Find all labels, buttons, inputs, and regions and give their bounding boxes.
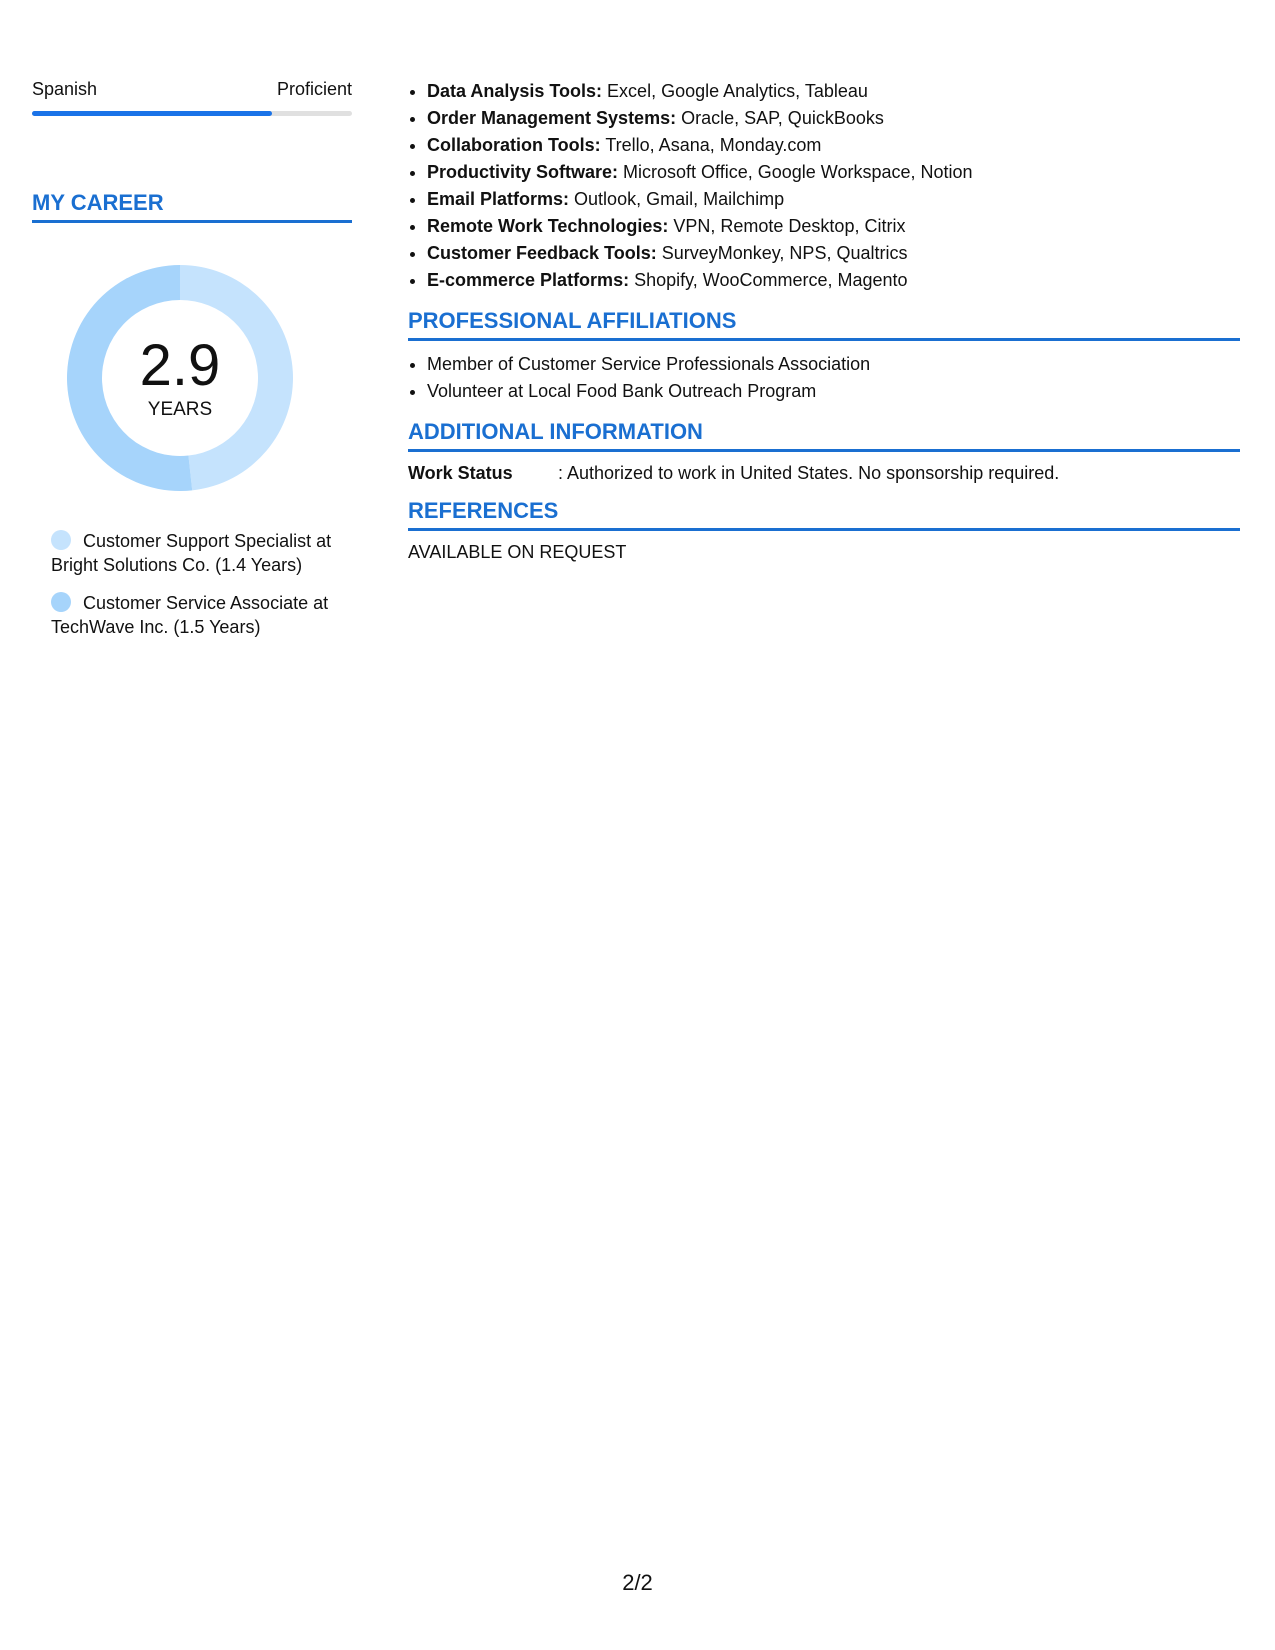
references-text: AVAILABLE ON REQUEST	[408, 542, 627, 562]
career-divider	[32, 220, 352, 223]
skill-values: Microsoft Office, Google Workspace, Notion	[618, 162, 973, 182]
references-heading: REFERENCES	[408, 498, 559, 523]
language-entry	[32, 78, 352, 116]
skill-category: Email Platforms:	[427, 189, 570, 209]
skill-category: Productivity Software:	[427, 162, 619, 182]
legend-item	[51, 591, 341, 639]
legend-dot	[51, 592, 71, 612]
legend-label: Customer Service Associate at TechWave Inc. (1.5 Years)	[51, 593, 329, 637]
sidebar	[32, 78, 352, 653]
list-item: • Volunteer at Local Food Bank Outreach Program	[427, 378, 1240, 405]
skill-values: SurveyMonkey, NPS, Qualtrics	[656, 243, 908, 263]
skill-category: Data Analysis Tools:	[427, 81, 603, 101]
additional-info-divider	[408, 449, 1240, 452]
additional-info-section	[408, 418, 1240, 484]
list-item	[427, 267, 1240, 294]
skill-category: Collaboration Tools:	[427, 135, 601, 155]
language-proficiency-fill	[32, 111, 272, 116]
references-divider	[408, 528, 1240, 531]
list-item	[427, 105, 1240, 132]
skills-list	[408, 78, 1240, 294]
legend-item	[51, 529, 341, 577]
skill-values: Shopify, WooCommerce, Magento	[629, 270, 908, 290]
affiliations-section	[408, 307, 1240, 405]
references-section	[408, 497, 1240, 563]
work-status-row	[408, 462, 1240, 484]
legend-dot	[51, 530, 71, 550]
list-item: • Member of Customer Service Professionals Association	[427, 351, 1240, 378]
skill-values: VPN, Remote Desktop, Citrix	[668, 216, 906, 236]
affiliations-divider	[408, 338, 1240, 341]
career-total-unit: YEARS	[147, 399, 213, 420]
career-legend	[51, 529, 341, 639]
skill-category: Customer Feedback Tools:	[427, 243, 657, 263]
language-proficiency-bar	[32, 111, 352, 116]
skill-values: Excel, Google Analytics, Tableau	[602, 81, 868, 101]
list-item	[427, 159, 1240, 186]
work-status-label: Work Status	[408, 463, 513, 483]
additional-info-heading: ADDITIONAL INFORMATION	[408, 419, 703, 444]
skill-category: Order Management Systems:	[427, 108, 677, 128]
career-section	[32, 189, 352, 223]
main-content	[408, 78, 1240, 563]
career-heading: MY CAREER	[32, 190, 164, 215]
skill-values: Outlook, Gmail, Mailchimp	[569, 189, 785, 209]
language-name: Spanish	[32, 79, 98, 99]
language-level: Proficient	[276, 79, 352, 99]
list-item	[427, 240, 1240, 267]
skill-category: Remote Work Technologies:	[427, 216, 669, 236]
affiliations-list	[408, 351, 1240, 405]
skill-values: Trello, Asana, Monday.com	[600, 135, 822, 155]
list-item	[427, 186, 1240, 213]
career-donut-chart	[67, 265, 293, 491]
affiliations-heading: PROFESSIONAL AFFILIATIONS	[408, 308, 737, 333]
list-item	[427, 213, 1240, 240]
page-number: 2/2	[622, 1570, 653, 1595]
skill-values: Oracle, SAP, QuickBooks	[676, 108, 884, 128]
career-total-years: 2.9	[139, 333, 221, 398]
list-item	[427, 78, 1240, 105]
list-item	[427, 132, 1240, 159]
legend-label: Customer Support Specialist at Bright Solutions Co. (1.4 Years)	[51, 531, 332, 575]
work-status-value: : Authorized to work in United States. No sponsorship required.	[558, 463, 1060, 483]
skill-category: E-commerce Platforms:	[427, 270, 630, 290]
